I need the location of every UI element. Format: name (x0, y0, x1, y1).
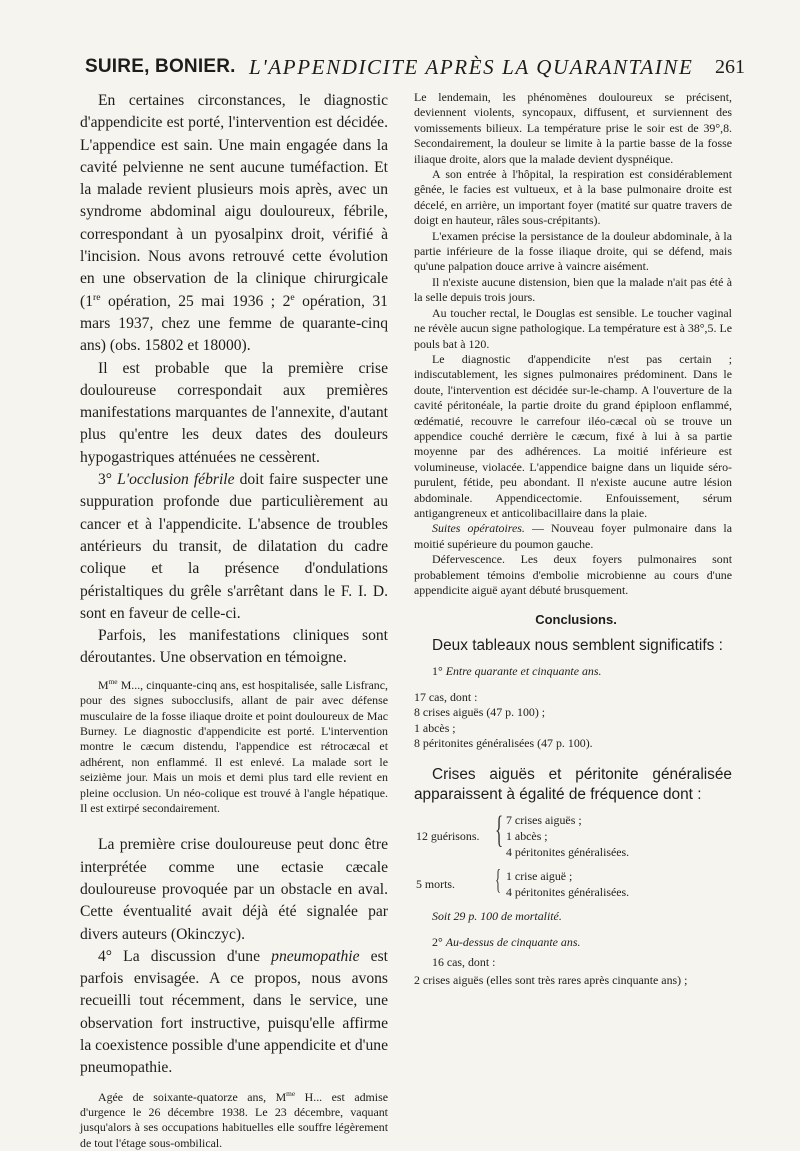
superscript: me (108, 676, 118, 686)
paragraph-pneumopathy (80, 946, 388, 1080)
text: est parfois envisagée. A ce propos, nous avons recueilli tout récemment, dans le service, une observation fort instructive, puisqu'elle affirme la coexistence possible d'une appendicite et d'une pneumopathie. (80, 947, 388, 1077)
section-heading-conclusions: Conclusions. (535, 612, 617, 628)
list-item: 7 crises aiguës ; (506, 813, 582, 828)
stat-line: 16 cas, dont : (432, 955, 496, 970)
observation-2-continued: Le lendemain, les phénomènes douloureux se précisent, deviennent violents, syncopaux, diffusent, et surviennent des vomissements bilieux. La température prise le soir est de 39°,8. Secondairement, la douleur se limite à la partie basse de la fosse iliaque droite, alors que la malade devient dyspnéique. (414, 90, 732, 166)
italic-term: Suites opératoires. (432, 521, 525, 536)
brace-symbol: { (495, 809, 504, 852)
right-column (414, 90, 732, 988)
text: Agée de soixante-quatorze ans, M (98, 1089, 287, 1104)
text: H... est admise d'urgence le 26 décembre 1938. Le 23 décembre, vaquant jusqu'alors à ses occupations habituelles elle souffre légèrement de tout l'étage sous-ombilical. (80, 1089, 388, 1150)
header-authors: SUIRE, BONIER. (85, 56, 236, 77)
paragraph-occlusion (80, 469, 388, 625)
observation-2-suites (414, 521, 732, 552)
superscript: me (286, 1088, 296, 1098)
list-item: 4 péritonites généralisées. (506, 844, 630, 859)
recoveries-items (506, 813, 629, 860)
recoveries-label: 12 guérisons. (416, 829, 480, 844)
stat-line: 1 abcès ; (414, 720, 456, 735)
observation-2-admission: A son entrée à l'hôpital, la respiration est considérablement gênée, le facies est vultueux, et à la base pulmonaire droite est décelé, en arrière, un important foyer (matité sur quatre travers de doigt en hauteur, râles sous-crépitants). (414, 167, 732, 228)
text: 3° (98, 471, 118, 489)
stat-line: 8 péritonites généralisées (47 p. 100). (414, 736, 593, 751)
age-group-1 (414, 664, 732, 679)
text: 2° (432, 934, 446, 949)
list-item: 4 péritonites généralisées. (506, 885, 630, 900)
conclusions-intro: Deux tableaux nous semblent significatifs : (432, 637, 723, 655)
observation-2-distension: Il n'existe aucune distension, bien que la malade n'ait pas été à la selle depuis trois jours. (414, 274, 732, 305)
superscript: e (290, 291, 295, 303)
left-column (80, 90, 388, 1151)
italic-term: pneumopathie (271, 947, 360, 965)
age-group-2 (414, 935, 732, 950)
italic-term: L'occlusion fébrile (117, 471, 235, 489)
mortality-rate: Soit 29 p. 100 de mortalité. (432, 909, 562, 924)
list-item: 1 abcès ; (506, 829, 548, 844)
text: M..., cinquante-cinq ans, est hospitalisée, salle Lisfranc, pour des signes subocclusifs, allant de pair avec défense musculaire de la fosse iliaque droite et point douloureux de Mac Burney. Le diagnostic d'appendicite est porté. L'intervention montre le cæcum distendu, l'appendice est rétrocæcal et adhérent, non enflammé. Il est enlevé. La malade sort le seizième jour. Mais un mois et demi plus tard elle revient en pleine occlusion. Un néo-colique est trouvé à l'angle hépatique. Il est extirpé secondairement. (80, 677, 388, 815)
deaths-label: 5 morts. (416, 877, 455, 892)
text: M (98, 677, 109, 692)
observation-2 (80, 1090, 388, 1151)
equal-frequency-statement: Crises aiguës et péritonite généralisée apparaissent à égalité de fréquence dont : (414, 766, 732, 804)
stat-line: 2 crises aiguës (elles sont très rares après cinquante ans) ; (414, 972, 688, 987)
running-header (85, 56, 745, 84)
observation-2-defervescence: Défervescence. Les deux foyers pulmonaires sont probablement témoins d'embolie microbienne au cours d'une appendicite aiguë ayant débuté brusquement. (414, 552, 732, 597)
text: En certaines circonstances, le diagnostic d'appendicite est porté, l'intervention est décidée. L'appendice est sain. Une main engagée dans la cavité pelvienne ne sent aucune tuméfaction. Et la malade revient plusieurs mois après, avec un syndrome abdominal aigu douloureux, fébrile, correspondant à un pyosalpinx droit, vérifié à l'incision. Nous avons retrouvé cette évolution en une observation de la clinique chirurgicale ( (80, 92, 388, 310)
header-title: L'APPENDICITE APRÈS LA QUARANTAINE (249, 55, 694, 79)
stat-line: 8 crises aiguës (47 p. 100) ; (414, 705, 546, 720)
stat-line: 17 cas, dont : (414, 689, 478, 704)
deaths-group (414, 865, 732, 905)
observation-1 (80, 678, 388, 817)
observation-2-exam: L'examen précise la persistance de la douleur abdominale, à la partie inférieure de la fosse iliaque droite, qui se défend, mais qu'une palpation douce arrive à vaincre aisément. (414, 228, 732, 274)
observation-2-rectal: Au toucher rectal, le Douglas est sensible. Le toucher vaginal ne révèle aucun signe pathologique. La température est à 38°,5. Le pouls bat à 120. (414, 305, 732, 351)
text: 1 (85, 292, 93, 310)
brace-symbol: { (495, 865, 502, 897)
text: doit faire suspecter une suppuration profonde due particulièrement au cancer et à l'appendicite. L'absence de troubles antérieurs du transit, de dilatation du cadre colique et la présence d'ondulations péristaltiques du grêle s'arrêtant dans le F. I. D. sont en faveur de celle-ci. (80, 471, 388, 622)
list-item: 1 crise aiguë ; (506, 869, 573, 884)
deaths-items (506, 869, 629, 900)
superscript: re (93, 291, 101, 303)
paragraph-misleading: Parfois, les manifestations cliniques sont déroutantes. Une observation en témoigne. (80, 627, 388, 667)
paragraph-ovarian-case (80, 90, 388, 358)
italic-term: Au-dessus de cinquante ans. (445, 934, 581, 949)
recoveries-group (414, 809, 732, 865)
page-number: 261 (715, 56, 745, 78)
paragraph-first-crisis: Il est probable que la première crise douloureuse correspondait aux premières manifestations marquantes de l'annexite, d'autant plus qu'entre les deux dates des douleurs hypogastriques atténuées ne cessèrent. (80, 359, 388, 466)
text: 4° La discussion d'une (98, 947, 272, 965)
text: — Nouveau foyer pulmonaire dans la moitié supérieure du poumon gauche. (414, 521, 732, 551)
text: opération, 25 mai 1936 ; 2 (100, 292, 291, 310)
text: opération, 31 mars 1937, chez une femme de quarante-cinq ans) (obs. 15802 et 18000). (80, 292, 388, 355)
paragraph-ectasia: La première crise douloureuse peut donc être interprétée comme une ectasie cæcale douloureuse provoquée par un obstacle en aval. Cette éventualité avait déjà été signalée par divers auteurs (Okinczyc). (80, 836, 388, 943)
observation-2-diagnosis: Le diagnostic d'appendicite n'est pas certain ; indiscutablement, les signes pulmonaires prédominent. Dans le doute, l'intervention est décidée sur-le-champ. A l'ouverture de la cavité péritonéale, la partie droite du grand épiploon enflammé, œdématié, recouvre le carrefour iléo-cæcal où se trouve un appendice couché derrière le cæcum, fixé à lui à sa partie moyenne par des adhérences. La moitié inférieure est volumineuse, violacée. L'appendice baigne dans un liquide séro-purulent, fétide, peu abondant. Il n'existe aucune autre lésion abdominale. Appendicectomie. Enfouissement, sérum antigangreneux et anticolibacillaire dans la plaie. (414, 351, 732, 520)
italic-term: Entre quarante et cinquante ans. (445, 664, 602, 679)
text: 1° (432, 664, 446, 679)
